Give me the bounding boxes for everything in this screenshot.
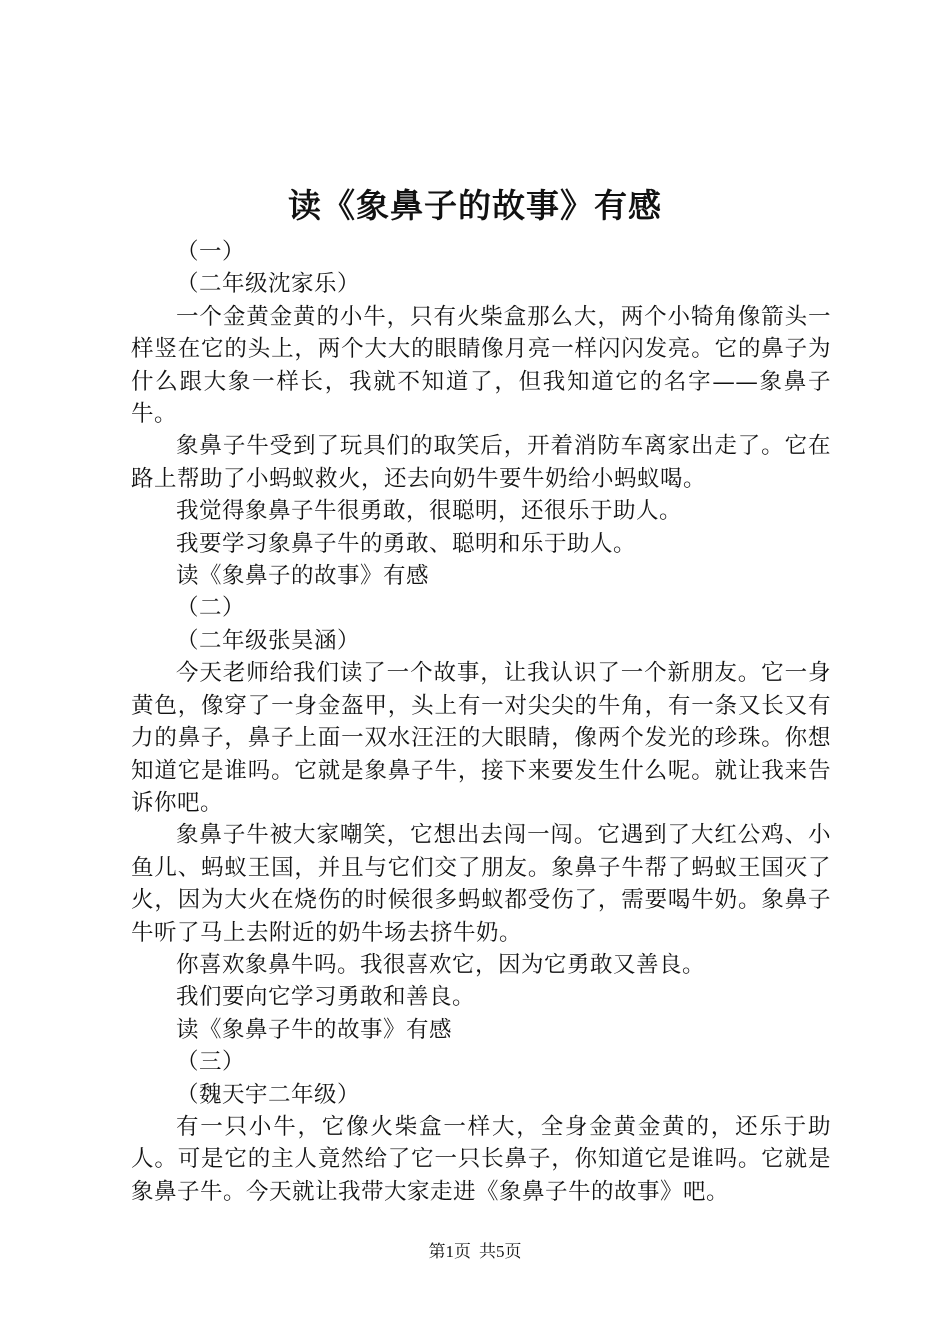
body-paragraph: 一个金黄金黄的小牛，只有火柴盒那么大，两个小犄角像箭头一样竖在它的头上，两个大大的眼睛像月亮一样闪闪发亮。它的鼻子为什么跟大象一样长，我就不知道了，但我知道它的名字——象鼻子牛。 bbox=[131, 303, 831, 428]
section-heading: 读《象鼻子的故事》有感 bbox=[176, 563, 430, 590]
page-total: 共5页 bbox=[479, 1242, 522, 1261]
section-number: （一） bbox=[176, 239, 246, 265]
section-heading: 读《象鼻子牛的故事》有感 bbox=[176, 1016, 453, 1043]
section-number: （二） bbox=[176, 595, 246, 622]
body-paragraph: 有一只小牛，它像火柴盒一样大，全身金黄金黄的，还乐于助人。可是它的主人竟然给了它一只长鼻子，你知道它是谁吗。它就是象鼻子牛。今天就让我带大家走进《象鼻子牛的故事》吧。 bbox=[131, 1113, 831, 1205]
author-line: （二年级张昊涵） bbox=[176, 627, 361, 654]
body-paragraph: 我们要向它学习勇敢和善良。 bbox=[176, 984, 476, 1011]
body-paragraph: 象鼻子牛被大家嘲笑，它想出去闯一闯。它遇到了大红公鸡、小鱼儿、蚂蚁王国，并且与它们交了朋友。象鼻子牛帮了蚂蚁王国灭了火，因为大火在烧伤的时候很多蚂蚁都受伤了，需要喝牛奶。象鼻子牛听了马上去附近的奶牛场去挤牛奶。 bbox=[131, 822, 831, 946]
author-line: （二年级沈家乐） bbox=[176, 271, 361, 298]
body-paragraph: 我觉得象鼻子牛很勇敢，很聪明，还很乐于助人。 bbox=[176, 498, 683, 525]
author-line: （魏天宇二年级） bbox=[176, 1081, 361, 1108]
body-paragraph: 我要学习象鼻子牛的勇敢、聪明和乐于助人。 bbox=[176, 530, 637, 557]
page-footer bbox=[0, 1240, 950, 1264]
body-paragraph: 你喜欢象鼻牛吗。我很喜欢它，因为它勇敢又善良。 bbox=[176, 951, 706, 978]
body-paragraph: 象鼻子牛受到了玩具们的取笑后，开着消防车离家出走了。它在路上帮助了小蚂蚁救火，还去向奶牛要牛奶给小蚂蚁喝。 bbox=[131, 433, 831, 492]
page-number: 第1页 bbox=[428, 1242, 471, 1261]
body-paragraph: 今天老师给我们读了一个故事，让我认识了一个新朋友。它一身黄色，像穿了一身金盔甲，头上有一对尖尖的牛角，有一条又长又有力的鼻子，鼻子上面一双水汪汪的大眼睛，像两个发光的珍珠。你想知道它是谁吗。它就是象鼻子牛，接下来要发生什么呢。就让我来告诉你吧。 bbox=[131, 660, 831, 816]
document-title: 读《象鼻子的故事》有感 bbox=[288, 186, 662, 225]
section-number: （三） bbox=[176, 1049, 246, 1076]
document-body bbox=[131, 236, 831, 1208]
